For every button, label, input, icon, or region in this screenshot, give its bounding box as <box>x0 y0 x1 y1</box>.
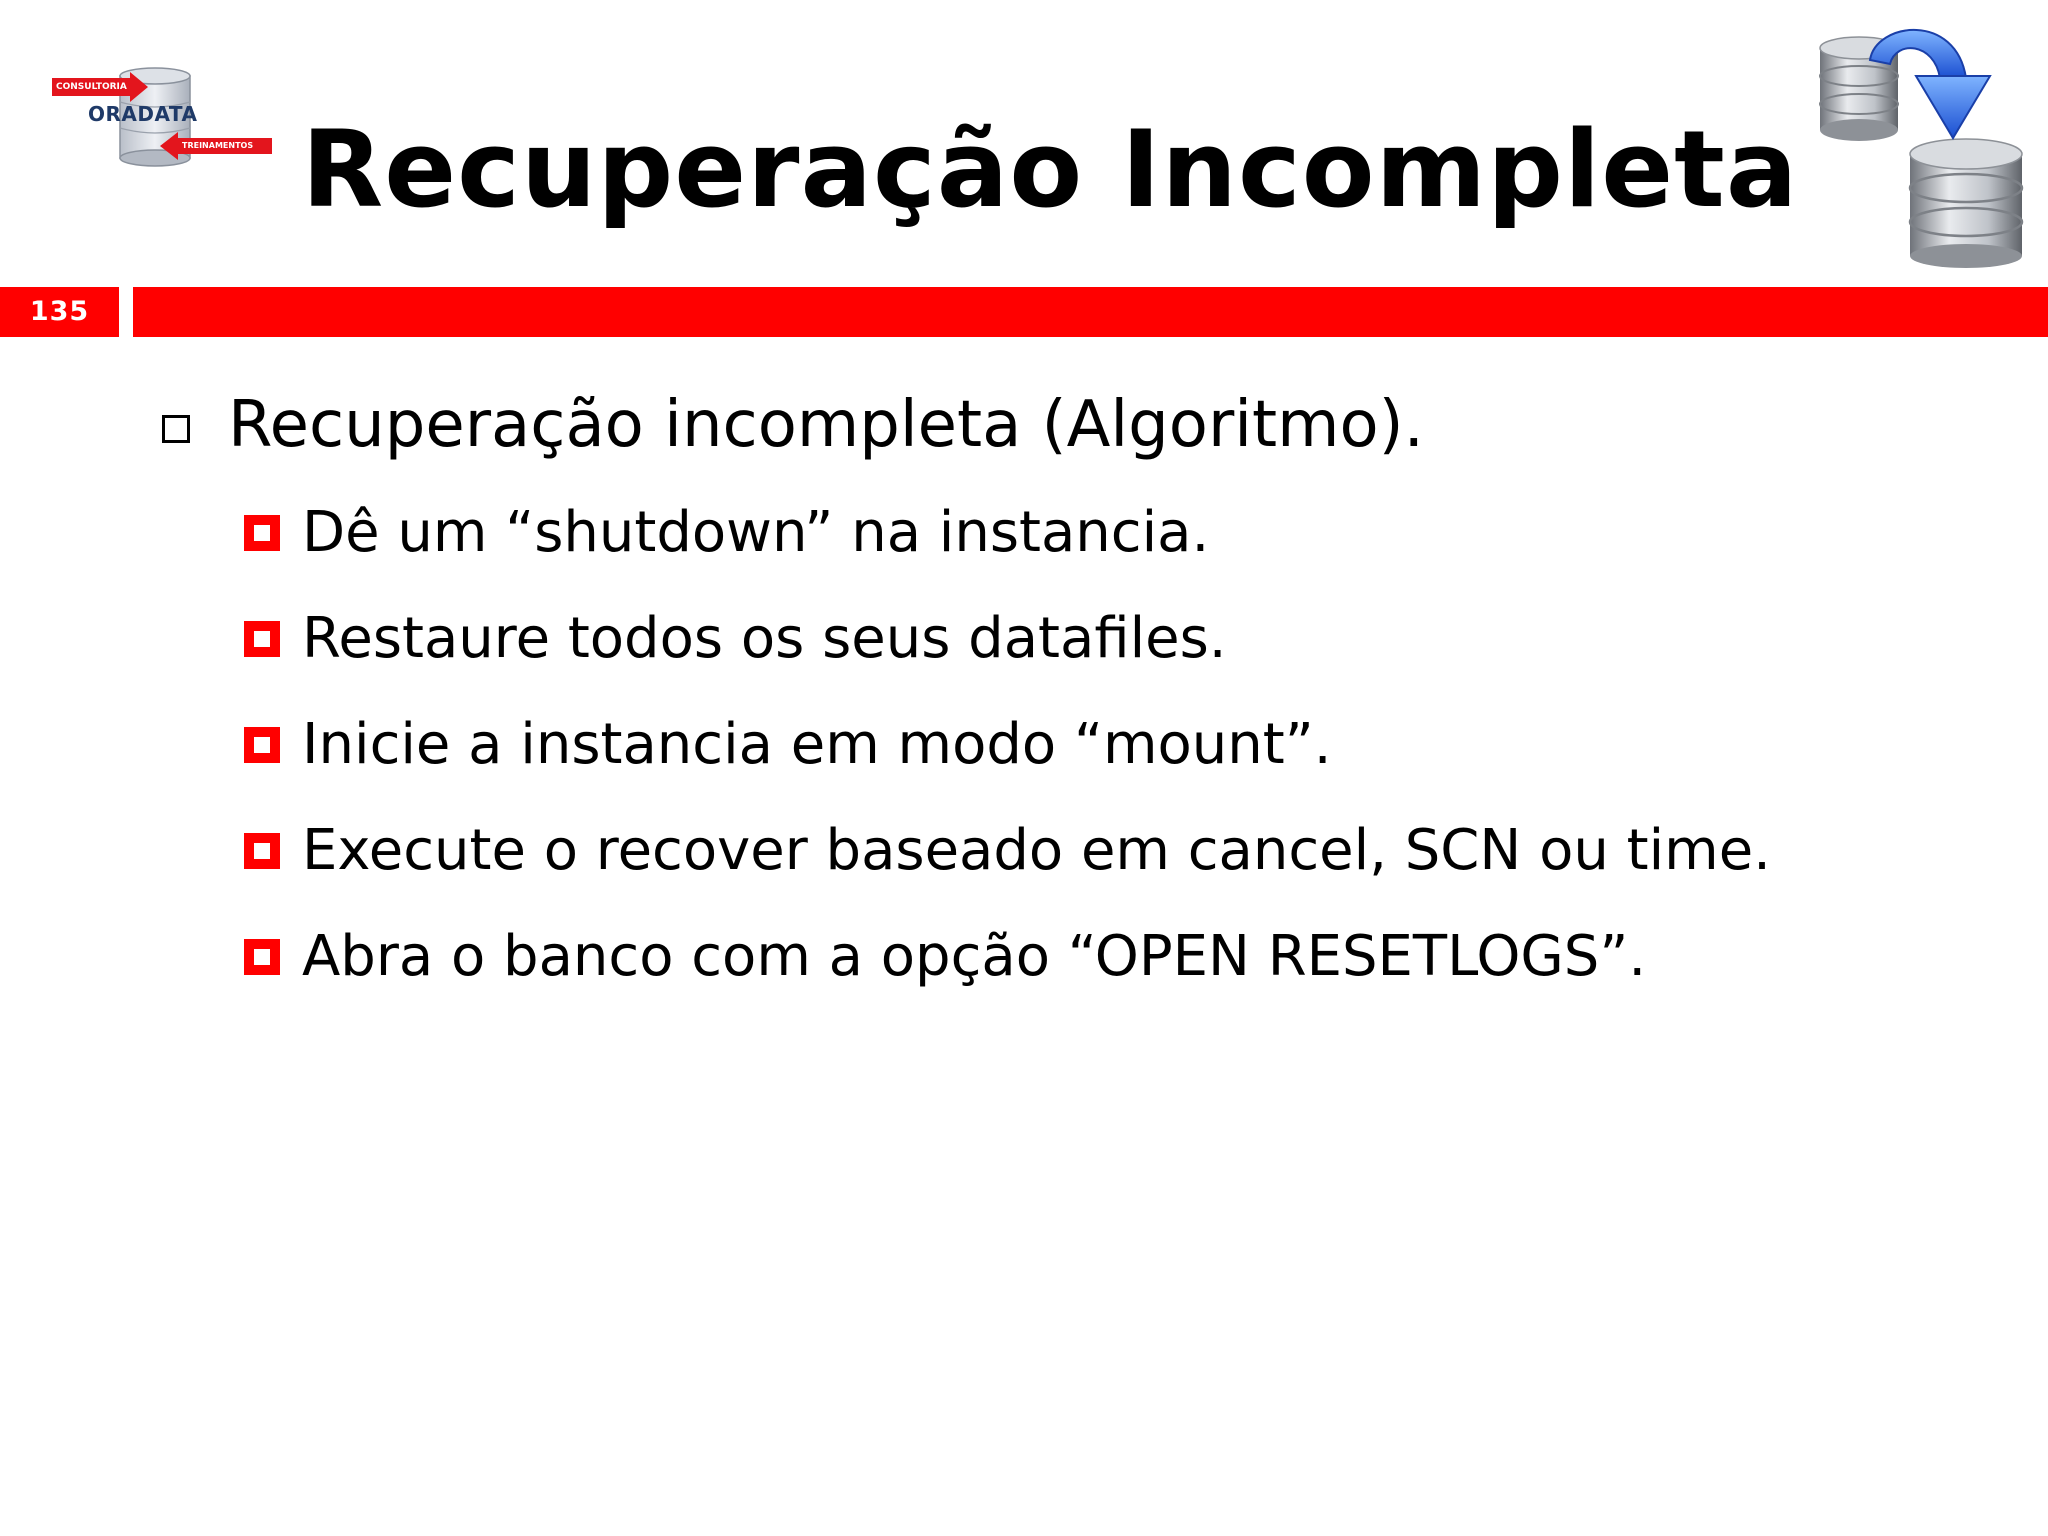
red-square-bullet-icon <box>244 727 280 763</box>
step-text: Inicie a instancia em modo “mount”. <box>302 712 1332 777</box>
logo-brand-text: ORADATA <box>88 102 198 126</box>
step-item <box>244 586 1771 692</box>
slide-title: Recuperação Incompleta <box>301 108 1799 231</box>
red-square-bullet-icon <box>244 621 280 657</box>
step-text: Dê um “shutdown” na instancia. <box>302 500 1210 565</box>
step-item <box>244 904 1771 1010</box>
step-text: Restaure todos os seus datafiles. <box>302 606 1227 671</box>
steps-list <box>244 480 1771 1010</box>
step-item <box>244 692 1771 798</box>
database-restore-icon <box>1816 18 2034 268</box>
main-bullet-text: Recuperação incompleta (Algoritmo). <box>228 388 1424 462</box>
main-bullet <box>162 380 1424 470</box>
step-text: Execute o recover baseado em cancel, SCN ou time. <box>302 818 1771 883</box>
step-item <box>244 798 1771 904</box>
red-square-bullet-icon <box>244 939 280 975</box>
red-square-bullet-icon <box>244 833 280 869</box>
oradata-logo <box>52 62 272 172</box>
step-text: Abra o banco com a opção “OPEN RESETLOGS”. <box>302 924 1647 989</box>
red-square-bullet-icon <box>244 515 280 551</box>
slide-number: 135 <box>0 287 119 337</box>
hollow-square-bullet-icon <box>162 415 190 443</box>
logo-bottom-ribbon-text: TREINAMENTOS <box>182 141 254 150</box>
step-item <box>244 480 1771 586</box>
header-divider-bar <box>133 287 2048 337</box>
logo-top-ribbon-text: CONSULTORIA <box>56 82 127 92</box>
